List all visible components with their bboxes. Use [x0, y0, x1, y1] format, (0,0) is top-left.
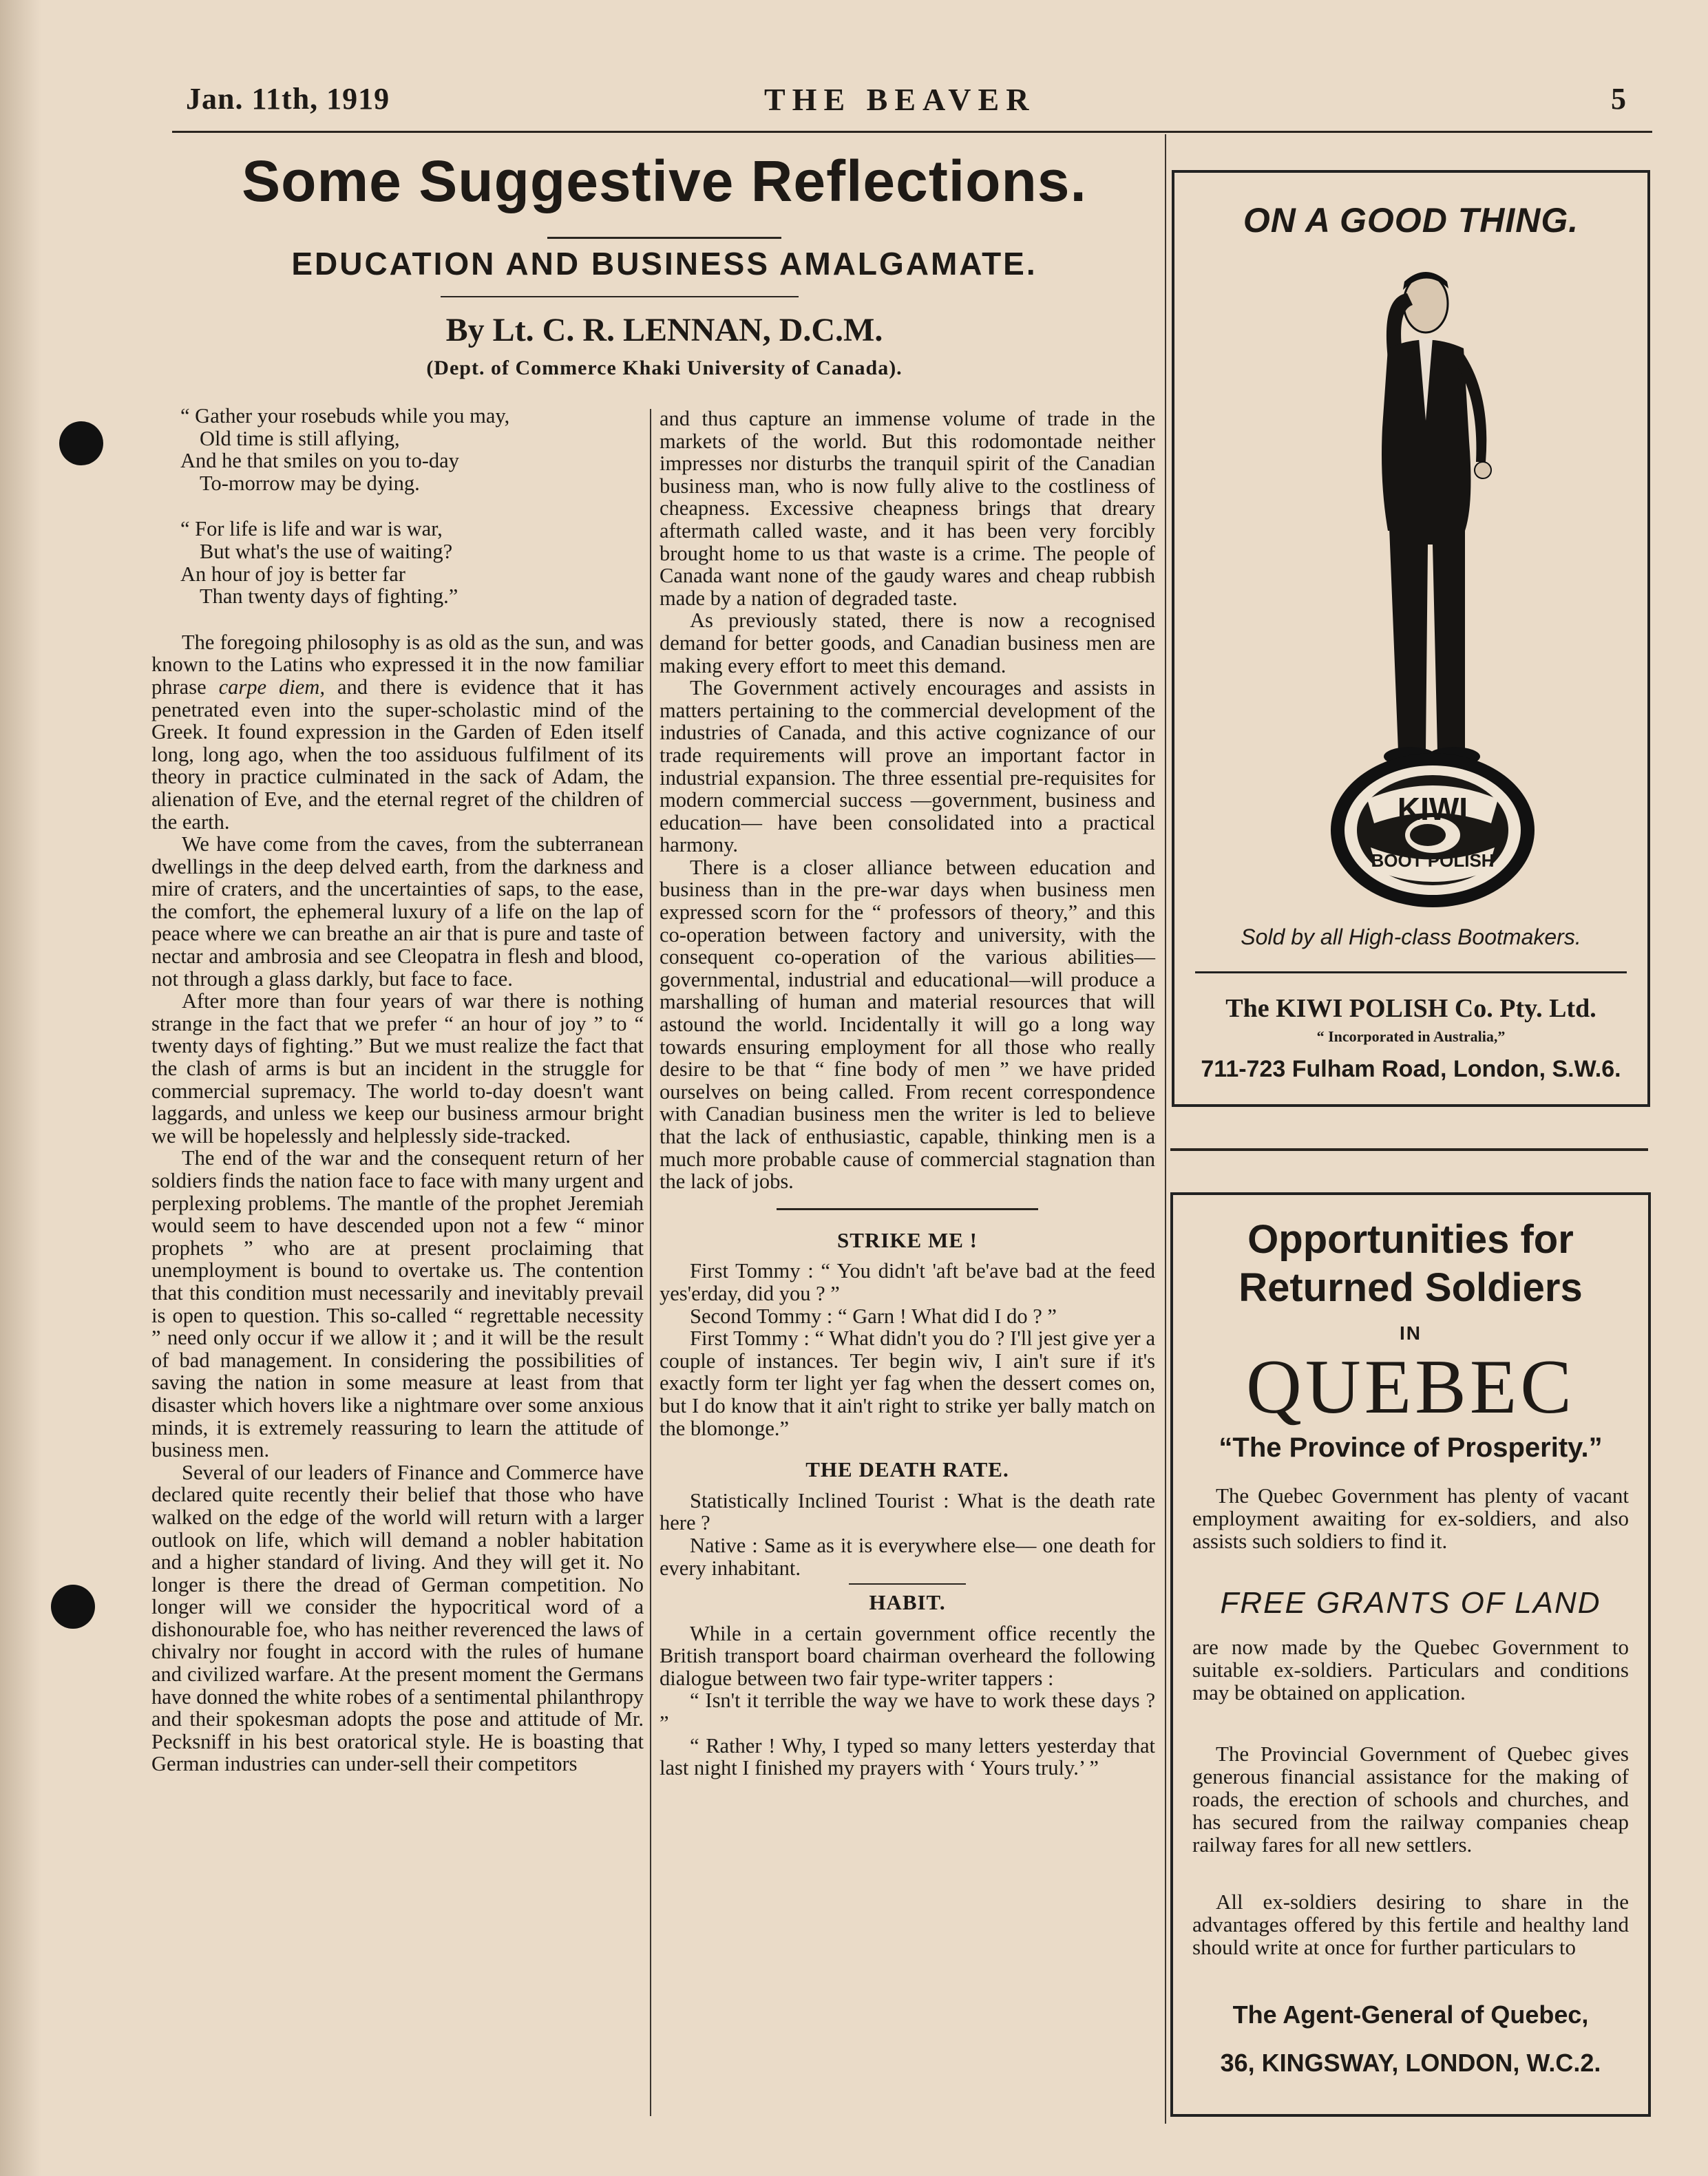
- article-paragraph: Several of our leaders of Finance and Commerce have declared quite recently their belief that those who have walked on the edge of the world will return with a larger outlook on life, which will demand a nobler habitation and a higher standard of living. And they will get it. No longer is there the dread of German competition. No longer will we consider the hypocritical word of a dishonourable foe, who has neither reverenced the laws of chivalry nor fought in accord with the rules of humane and civilized warfare. At the present moment the Germans have donned the white robes of a sentimental philanthropy and their spokesman adopts the pose and attitude of Mr. Pecksniff in his best oratorical style. He is boasting that German industries can under-sell their competitors: [151, 1460, 644, 1776]
- article-column-1: [151, 405, 644, 1775]
- column-rule-right: [1165, 134, 1166, 2124]
- article-paragraph: The Government actively encourages and assists in matters pertaining to the commercial development of the industries of Canada, and this active cognizance of our trade requirements will prove an important factor in industrial expansion. The three essential pre-requisites for modern commercial success —government, business and education— have been consolidated into a practical harmony.: [660, 676, 1155, 857]
- section-rule: [849, 1583, 966, 1585]
- header-title: THE BEAVER: [764, 82, 1036, 117]
- quebec-advertisement: [1170, 1192, 1651, 2117]
- header-date: Jan. 11th, 1919: [186, 82, 390, 116]
- poem-stanza-2: “ For life is life and war is war, But what's the use of waiting? An hour of joy is better far Than twenty days of fighting.”: [180, 517, 458, 609]
- kiwi-ad-rule: [1195, 971, 1627, 973]
- kiwi-tin-label: KIWI: [1397, 791, 1468, 827]
- strike-me-line: First Tommy : “ You didn't 'aft be'ave bad at the feed yes'erday, did you ? ”: [660, 1259, 1155, 1305]
- subhead-rule: [441, 296, 799, 297]
- punch-hole-bottom: [51, 1585, 95, 1629]
- habit-line: “ Isn't it terrible the way we have to work these days ? ”: [660, 1689, 1155, 1735]
- quebec-ad-paragraph: The Provincial Government of Quebec gives generous financial assistance for the making of roads, the erection of schools and churches, and has secured from the railway companies cheap railway fares for all new settlers.: [1192, 1742, 1629, 1857]
- habit-title: HABIT.: [869, 1590, 946, 1615]
- death-rate-line: Statistically Inclined Tourist : What is the death rate here ?: [660, 1488, 1155, 1535]
- quebec-agent-address: 36, KINGSWAY, LONDON, W.C.2.: [1220, 2049, 1601, 2077]
- column-rule-middle: [650, 409, 651, 2116]
- article-paragraph: After more than four years of war there is nothing strange in the fact that we prefer “ an hour of joy ” to “ twenty days of fighting.” But we must realize the fact that the clash of arms is but an incident in the struggle for commercial supremacy. The world to-day doesn't want laggards, and unless we keep our business armour bright we will be hopelessly and helplessly side-tracked.: [151, 989, 644, 1148]
- page-edge-shadow: [0, 0, 41, 2176]
- kiwi-ad-sold-by: Sold by all High-class Bootmakers.: [1241, 925, 1581, 949]
- article-paragraph: The foregoing philosophy is as old as the sun, and was known to the Latins who expressed it in the now familiar phrase carpe diem, and there is evidence that it has penetrated even into the super-scholastic mind of the Greek. It found expression in the Garden of Eden itself long, long ago, when the too assiduous fulfilment of its theory in practice culminated in the sack of Adam, the alienation of Eve, and the eternal regret of the children of the earth.: [151, 630, 644, 834]
- strike-me-line: First Tommy : “ What didn't you do ? I'll jest give yer a couple of instances. Ter begin wiv, I ain't sure if it's exactly form ter light yer fag when the dessert comes on, but I do know that it ain't right to strike yer bally match on the blomonge.”: [660, 1327, 1155, 1440]
- quebec-ad-heading: Opportunities for Returned Soldiers: [1238, 1217, 1583, 1310]
- section-rule: [777, 1208, 1038, 1210]
- article-paragraph: The end of the war and the consequent return of her soldiers finds the nation face to face with many urgent and perplexing problems. The mantle of the prophet Jeremiah would seem to have descended upon not a few “ minor prophets ” who are at present proclaiming that unemployment is bound to overtake us. The contention that this condition must necessarily and inevitably prevail is open to question. This so-called “ regrettable necessity ” need only occur if we allow it ; and it will be the result of bad management. In considering the possibilities of saving the nation in some measure at least from that disaster which hovers like a nightmare over some anxious minds, it is extremely reassuring to learn the attitude of business men.: [151, 1146, 644, 1462]
- quebec-ad-paragraph: All ex-soldiers desiring to share in the advantages offered by this fertile and healthy land should write at once for further particulars to: [1192, 1890, 1629, 1959]
- quebec-ad-slogan: “The Province of Prosperity.”: [1219, 1433, 1603, 1463]
- man-standing-on-tin-illustration: [1285, 255, 1546, 909]
- strike-me-line: Second Tommy : “ Garn ! What did I do ? ”: [690, 1304, 1057, 1328]
- article-dept: (Dept. of Commerce Khaki University of Canada).: [426, 357, 903, 379]
- habit-line: “ Rather ! Why, I typed so many letters yesterday that last night I finished my prayers with ‘ Yours truly.’ ”: [660, 1733, 1155, 1780]
- habit-line: While in a certain government office recently the British transport board chairman overheard the following dialogue between two fair type-writer tappers :: [660, 1621, 1155, 1690]
- kiwi-address: 711-723 Fulham Road, London, S.W.6.: [1201, 1056, 1621, 1082]
- header-rule: [172, 131, 1652, 133]
- quebec-agent-general: The Agent-General of Quebec,: [1232, 2000, 1589, 2029]
- strike-me-title: STRIKE ME !: [837, 1227, 978, 1252]
- quebec-ad-paragraph: are now made by the Quebec Government to suitable ex-soldiers. Particulars and conditions may be obtained on application.: [1192, 1635, 1629, 1704]
- punch-hole-top: [59, 421, 103, 465]
- article-paragraph: There is a closer alliance between education and business than in the pre-war days when business men expressed scorn for the “ professors of theory,” and this co-operation between factory and university, with the consequent co-operation of the various abilities—governmental, industrial and educational—will produce a marshalling of human and material resources that will astound the world. Incidentally it will go a long way towards ensuring employment for all those who really desire to be that “ fine body of men ” we have prided ourselves on being called. From recent correspondence with Canadian business men the writer is led to believe that the lack of enthusiastic, capable, thinking men is a much more probable cause of commercial stagnation than the lack of jobs.: [660, 855, 1155, 1194]
- quebec-ad-name: QUEBEC: [1246, 1344, 1575, 1430]
- article-paragraph: As previously stated, there is now a recognised demand for better goods, and Canadian business men are making every effort to meet this demand.: [660, 609, 1155, 677]
- death-rate-title: THE DEATH RATE.: [805, 1457, 1009, 1482]
- article-paragraph: We have come from the caves, from the subterranean dwellings in the deep delved earth, from the darkness and mire of craters, and the uncertainties of saps, to the ease, the comfort, the ephemeral luxury of a life on the lap of peace where we can breathe an air that is pure and taste of nectar and ambrosia and see Cleopatra in flesh and blood, not through a glass darkly, but face to face.: [151, 832, 644, 991]
- poem-stanza-1: “ Gather your rosebuds while you may, Old time is still aflying, And he that smiles on you to-day To-morrow may be dying.: [180, 404, 510, 495]
- article-subhead: EDUCATION AND BUSINESS AMALGAMATE.: [291, 246, 1037, 282]
- headline-rule: [547, 237, 781, 239]
- ad-separator-rule: [1170, 1148, 1648, 1151]
- quebec-ad-paragraph: The Quebec Government has plenty of vacant employment awaiting for ex-soldiers, and also assists such soldiers to find it.: [1192, 1483, 1629, 1553]
- page-number: 5: [1611, 82, 1627, 116]
- article-headline: Some Suggestive Reflections.: [242, 149, 1087, 213]
- article-column-2: [660, 408, 1155, 1779]
- article-byline: By Lt. C. R. LENNAN, D.C.M.: [445, 312, 883, 348]
- kiwi-incorporated: “ Incorporated in Australia,”: [1316, 1028, 1506, 1045]
- quebec-ad-in: IN: [1400, 1322, 1422, 1344]
- article-paragraph: and thus capture an immense volume of trade in the markets of the world. But this rodomontade neither impresses nor disturbs the tranquil spirit of the Canadian business man, who is now fully alive to the costliness of cheapness. Excessive cheapness brings that dreary aftermath called waste, and it has been very forcibly brought home to us that waste is a crime. The people of Canada want none of the gaudy wares and cheap rubbish made by a nation of degraded taste.: [660, 407, 1155, 610]
- quebec-ad-free-grants: FREE GRANTS OF LAND: [1220, 1586, 1601, 1620]
- kiwi-advertisement: [1172, 170, 1650, 1107]
- kiwi-ad-title: ON A GOOD THING.: [1243, 201, 1579, 240]
- kiwi-tin-sublabel: BOOT POLISH: [1371, 850, 1495, 871]
- death-rate-line: Native : Same as it is everywhere else— one death for every inhabitant.: [660, 1533, 1155, 1580]
- kiwi-company-name: The KIWI POLISH Co. Pty. Ltd.: [1225, 994, 1596, 1023]
